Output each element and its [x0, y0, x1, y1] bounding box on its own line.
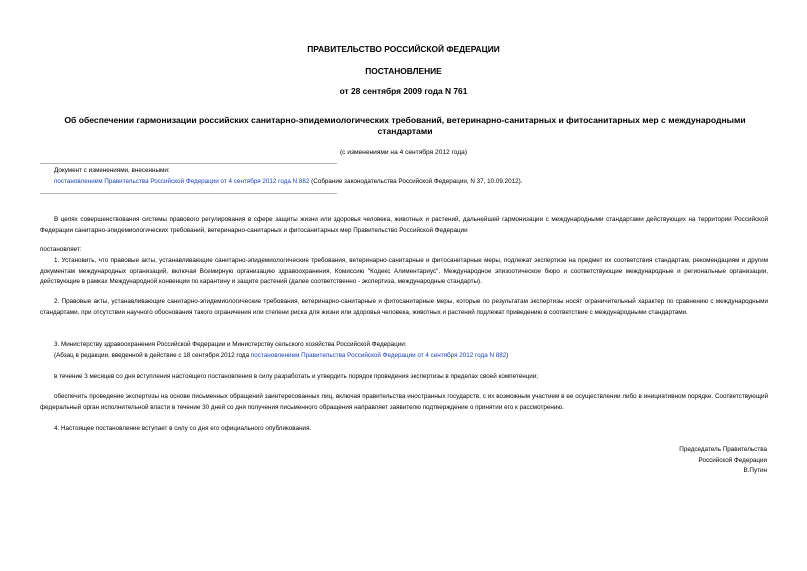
note-prefix: (Абзац в редакции, введенной в действие с 18 сентября 2012 года [54, 352, 251, 359]
amendment-link[interactable]: постановлением Правительства Российской Федерации от 4 сентября 2012 года N 882 [54, 178, 310, 185]
preamble-paragraph: В целях совершенствования системы правового регулирования в сфере защиты жизни или здоровья человека, животных и растений, дальнейшей гармонизации с международными стандартами действующих на территории Российской Федерации санитарно-эпидемиологических требований, ветеринарно-санитарных и фитосанитарных мер Правительство Российской Федерации [40, 216, 768, 234]
edition-note: (с изменениями на 4 сентября 2012 года) [339, 149, 468, 156]
note-amendment-link[interactable]: постановлением Правительства Российской Федерации от 4 сентября 2012 года N 882 [250, 352, 507, 359]
paragraph-3: 3. Министерству здравоохранения Российской Федерации и Министерству сельского хозяйства Российской Федерации: [54, 341, 407, 348]
government-heading: ПРАВИТЕЛЬСТВО РОССИЙСКОЙ ФЕДЕРАЦИИ [307, 44, 500, 54]
paragraph-3b: обеспечить проведение экспертизы на основе письменных обращений заинтересованных лиц, включая правительства иностранных государств, с их возможным участием в ее осуществлении либо в инициативном порядке. Соответствующий федеральный орган исполнительной власти в течение 30 дней со дня получения письменного обращения направляет заявителю подтверждение о принятии его к рассмотрению. [40, 393, 768, 411]
paragraph-3-note [54, 351, 508, 362]
signature-position-2: Российской Федерации [698, 456, 767, 464]
amendments-source: (Собрание законодательства Российской Федерации, N 37, 10.09.2012). [309, 178, 523, 185]
resolves-label: постановляет: [40, 246, 82, 253]
signature-name: В.Путин [743, 467, 767, 474]
paragraph-1: 1. Установить, что правовые акты, устанавливающие санитарно-эпидемиологические требования, ветеринарно-санитарные и фитосанитарные меры, подлежат экспертизе на предмет их соответствия стандартам, рекомендациям и другим документам международных организаций, включая Всемирную организацию здравоохранения, Комиссию "Кодекс Алиментариус", Международное эпизоотическое бюро и соответствующие международные и региональные организации, действующие в рамках Международной конвенции по карантину и защите растений (далее соответственно - экспертиза, международные стандарты). [40, 257, 768, 285]
paragraph-4: 4. Настоящее постановление вступает в силу со дня его официального опубликования. [54, 425, 312, 432]
date-number-heading: от 28 сентября 2009 года N 761 [339, 86, 468, 96]
signature-position-1: Председатель Правительства [679, 446, 767, 453]
signature-block [567, 445, 767, 477]
amendments-top-divider [40, 163, 337, 164]
note-suffix: ) [506, 352, 509, 359]
amendments-intro: Документ с изменениями, внесенными: [54, 167, 170, 174]
amendments-line [54, 177, 523, 188]
paragraph-3a: в течение 3 месяцев со дня вступления настоящего постановления в силу разработать и утвердить порядок проведения экспертизы в пределах своей компетенции; [54, 373, 539, 380]
document-type-heading: ПОСТАНОВЛЕНИЕ [365, 66, 442, 76]
paragraph-2: 2. Правовые акты, устанавливающие санитарно-эпидемиологические требования, ветеринарно-санитарные и фитосанитарные меры, которые по результатам экспертизы носят ограничительный характер по сравнению с международными стандартами, при отсутствии научного обоснования такого ограничения или степени риска для жизни или здоровья человека, животных и растений подлежат приведению в соответствие с международными стандартами. [40, 298, 768, 316]
document-title: Об обеспечении гармонизации российских санитарно-эпидемиологических требований, ветеринарно-санитарных и фитосанитарных мер с международными стандартами [64, 115, 746, 136]
amendments-bottom-divider [40, 193, 337, 194]
